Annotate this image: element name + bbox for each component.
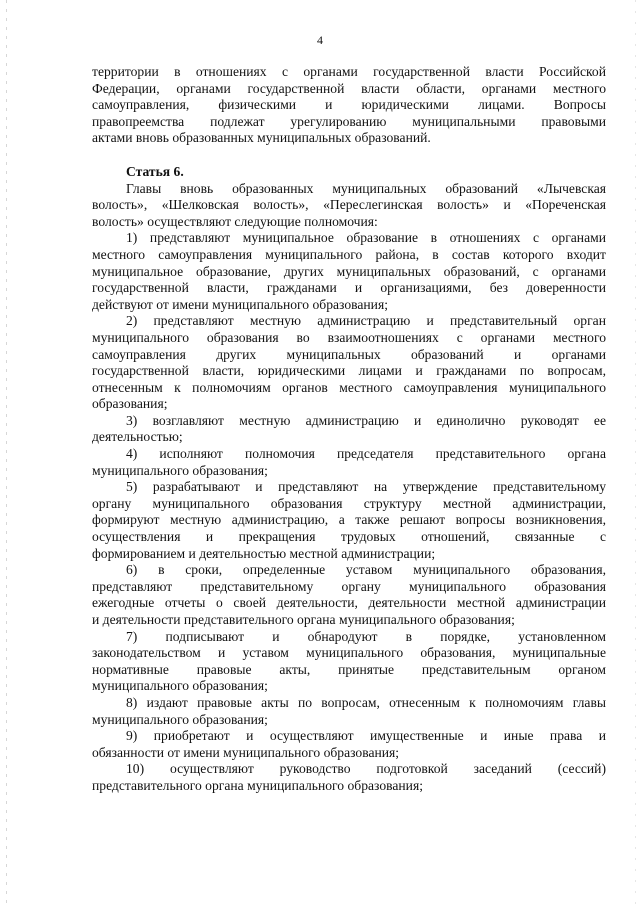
text-line: нормативные правовые акты, принятые представительным органом [92,661,606,677]
text-line: представительного органа муниципального образования; [92,777,423,793]
text-line: и деятельности представительного органа муниципального образования; [92,612,515,627]
text-line: действуют от имени муниципального образования; [92,296,388,312]
text-line: муниципальное образование, других муниципальных образований, с органами [92,263,606,279]
list-item-line: 7) подписывают и обнародуют в порядке, установленном [126,628,606,644]
list-item-line: 10) осуществляют руководство подготовкой заседаний (сессий) [126,761,606,777]
document-body [92,64,606,795]
text-line: муниципального образования; [92,711,268,727]
text-line: ежегодные отчеты о своей деятельности, деятельности местной администрации [92,595,606,611]
text-line: формированием и деятельностью местной администрации; [92,545,436,561]
page-number: 4 [317,33,323,47]
list-item-line: 9) приобретают и осуществляют имущественные и иные права и [126,728,606,744]
text-line: муниципального образования; [92,462,268,478]
text-line: формируют местную администрацию, а также решают вопросы возникновения, [92,512,606,528]
text-line: самоуправления, физическими и юридическими лицами. Вопросы [92,97,606,113]
text-line: государственной власти, юридическими лицами и гражданами по вопросам, [92,363,606,379]
list-item-line: 2) представляют местную администрацию и представительный орган [126,313,606,329]
text-line: Федерации, органами государственной власти области, органами местного [92,80,606,96]
scan-edge-right [635,0,636,905]
text-line: местного самоуправления муниципального района, в состав которого входит [92,246,606,262]
list-item-line: 8) издают правовые акты по вопросам, отнесенным к полномочиям главы [126,694,606,710]
list-item-line: 6) в сроки, определенные уставом муниципального образования, [126,562,606,578]
list-item-line: 3) возглавляют местную администрацию и единолично руководят ее [126,412,606,428]
text-line: органу муниципального образования структуру местной администрации, [92,495,606,511]
text-line: деятельностью; [92,429,183,445]
text-line: государственной власти, гражданами и организациями, без доверенности [92,280,606,296]
article-heading: Статья 6. [126,163,184,179]
text-line: осуществления и прекращения трудовых отношений, связанные с [92,529,606,545]
text-line: Главы вновь образованных муниципальных образований «Лычевская [126,180,606,196]
list-item-line: 5) разрабатывают и представляют на утверждение представительному [126,479,606,495]
list-item-line: 1) представляют муниципальное образование в отношениях с органами [126,230,606,246]
text-line: обязанности от имени муниципального образования; [92,744,400,760]
text-line: муниципального образования во взаимоотношениях с органами местного [92,329,606,345]
text-line: правопреемства подлежат урегулированию муниципальными правовыми [92,113,606,129]
text-line: волость» осуществляют следующие полномочия: [92,213,378,229]
text-line: волость», «Шелковская волость», «Переслегинская волость» и «Пореченская [92,197,606,213]
text-line: законодательством и уставом муниципального образования, муниципальные [92,645,606,661]
text-line: муниципального образования; [92,678,268,694]
text-line: актами вновь образованных муниципальных образований. [92,130,431,146]
text-line: представляют представительному органу муниципального образования [92,578,606,594]
text-line: отнесенным к полномочиям органов местного самоуправления муниципального [92,379,606,395]
scan-edge-left [6,0,7,905]
text-line: самоуправления других муниципальных образований и органами [92,346,606,362]
list-item-line: 4) исполняют полномочия председателя представительного органа [126,446,606,462]
text-line: образования; [92,396,168,412]
text-line: территории в отношениях с органами государственной власти Российской [92,64,606,79]
